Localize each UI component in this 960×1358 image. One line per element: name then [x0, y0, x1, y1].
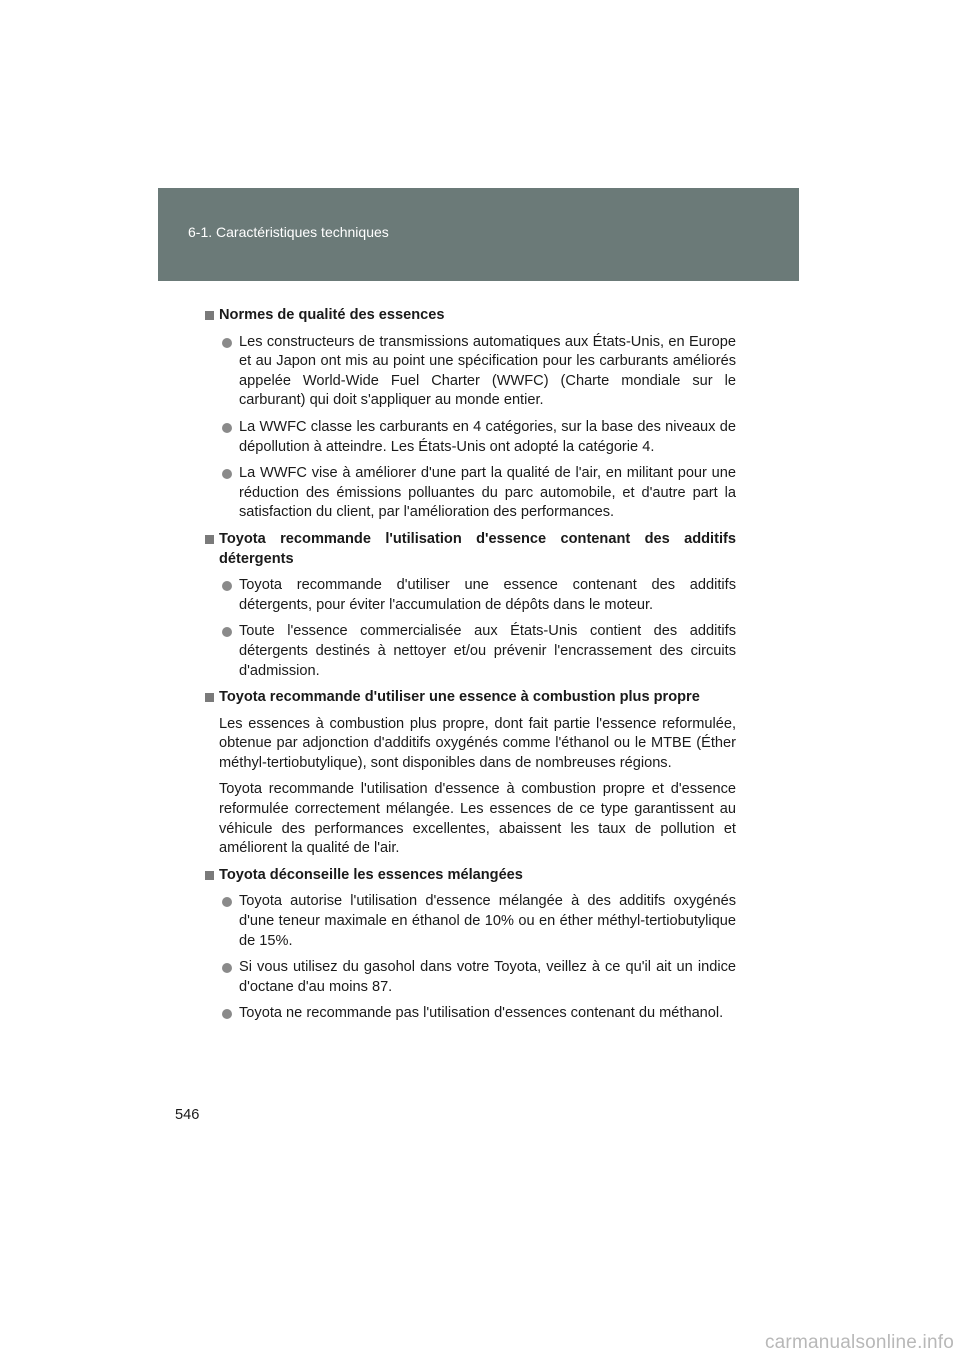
square-bullet-icon [205, 693, 214, 702]
list-item-text: La WWFC vise à améliorer d'une part la qualité de l'air, en militant pour une réduction des émissions polluantes du parc automobile, et d'autre part la satisfaction du client, par l'amélioration des performances. [239, 465, 736, 521]
list-item-text: La WWFC classe les carburants en 4 catégories, sur la base des niveaux de dépollution à atteindre. Les États-Unis ont adopté la catégorie 4. [239, 418, 736, 455]
page-content [205, 306, 736, 1031]
list-item-text: Toyota recommande d'utiliser une essence contenant des additifs détergents, pour éviter l'accumulation de dépôts dans le moteur. [239, 577, 736, 613]
section-heading-text: Toyota déconseille les essences mélangées [219, 866, 523, 883]
circle-bullet-icon [222, 581, 232, 591]
section-cleaner-burning-gasoline [205, 688, 736, 859]
list-item-text: Toyota ne recommande pas l'utilisation d'essences contenant du méthanol. [239, 1005, 724, 1022]
list-item [205, 464, 736, 523]
watermark: carmanualsonline.info [764, 1332, 954, 1353]
section-heading [205, 866, 736, 886]
square-bullet-icon [205, 311, 214, 320]
page-number: 546 [175, 1107, 200, 1123]
list-item [205, 333, 736, 411]
circle-bullet-icon [222, 1009, 232, 1019]
square-bullet-icon [205, 871, 214, 880]
section-blended-gasoline [205, 866, 736, 1024]
circle-bullet-icon [222, 963, 232, 973]
chapter-section-title: 6-1. Caractéristiques techniques [188, 224, 389, 240]
list-item [205, 576, 736, 615]
section-heading-text: Toyota recommande l'utilisation d'essence contenant des additifs détergents [219, 530, 736, 567]
list-item-text: Toute l'essence commercialisée aux États-Unis contient des additifs détergents destinés à nettoyer et/ou prévenir l'encrassement des circuits d'admission. [239, 623, 736, 679]
circle-bullet-icon [222, 338, 232, 348]
square-bullet-icon [205, 535, 214, 544]
section-heading [205, 530, 736, 569]
section-heading-text: Toyota recommande d'utiliser une essence à combustion plus propre [219, 689, 700, 706]
circle-bullet-icon [222, 469, 232, 479]
list-item [205, 622, 736, 681]
section-fuel-quality-standards [205, 306, 736, 523]
circle-bullet-icon [222, 423, 232, 433]
list-item-text: Les constructeurs de transmissions automatiques aux États-Unis, en Europe et au Japon ont mis au point une spécification pour les carburants améliorés appelée World-Wide Fuel Charter (WWFC) (Charte mondiale sur le carburant) qui doit s'appliquer au monde entier. [239, 333, 736, 409]
section-heading [205, 688, 736, 708]
list-item [205, 892, 736, 951]
circle-bullet-icon [222, 627, 232, 637]
paragraph: Toyota recommande l'utilisation d'essence à combustion propre et d'essence reformulée correctement mélangée. Les essences de ce type garantissent au véhicule des performances excellentes, abaissent les taux de pollution et améliorent la qualité de l'air. [219, 781, 736, 857]
chapter-header-band [158, 188, 799, 281]
section-heading [205, 306, 736, 326]
list-item [205, 1004, 736, 1024]
list-item-text: Toyota autorise l'utilisation d'essence mélangée à des additifs oxygénés d'une teneur maximale en éthanol de 10% ou en éther méthyl-tertiobutylique de 15%. [239, 893, 736, 949]
list-item [205, 958, 736, 997]
section-detergent-additives [205, 530, 736, 681]
section-heading-text: Normes de qualité des essences [219, 307, 445, 323]
list-item-text: Si vous utilisez du gasohol dans votre Toyota, veillez à ce qu'il ait un indice d'octane d'au moins 87. [239, 959, 736, 995]
paragraph: Les essences à combustion plus propre, dont fait partie l'essence reformulée, obtenue par adjonction d'additifs oxygénés comme l'éthanol ou le MTBE (Éther méthyl-tertiobutylique), sont disponibles dans de nombreuses régions. [219, 715, 736, 771]
circle-bullet-icon [222, 897, 232, 907]
list-item [205, 418, 736, 457]
